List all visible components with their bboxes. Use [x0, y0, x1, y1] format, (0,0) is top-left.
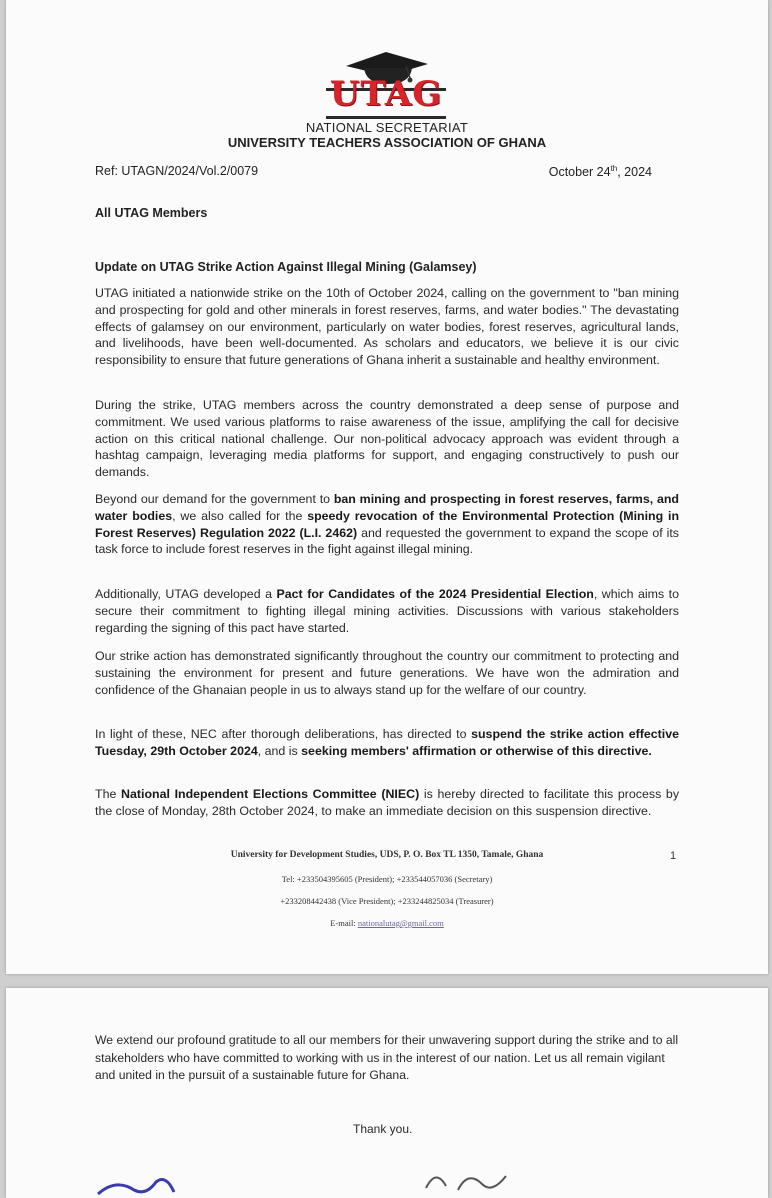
- paragraph-6: [95, 726, 679, 760]
- paragraph-gratitude: We extend our profound gratitude to all our members for their unwavering support during the strike and to all stakeholders who have committed to working with us in the interest of our nation. Let us all remain vigilant and united in the pursuit of a sustainable future for Ghana.: [95, 1033, 679, 1082]
- paragraph-3: [95, 491, 679, 558]
- letter-page-1: [6, 0, 768, 974]
- date-year: , 2024: [617, 165, 652, 180]
- letter-page-2: [6, 988, 768, 1198]
- p6-text-a: In light of these, NEC after thorough deliberations, has directed to: [95, 727, 472, 741]
- paragraph-4: [95, 586, 679, 636]
- p4-bold-pact: Pact for Candidates of the 2024 Presidential Election: [276, 587, 594, 601]
- closing-thanks: Thank you.: [353, 1122, 413, 1136]
- signature-scribble: [6, 1164, 768, 1198]
- subject-line: Update on UTAG Strike Action Against Illegal Mining (Galamsey): [95, 260, 477, 274]
- p7-text-a: The: [95, 787, 122, 801]
- p6-bold-affirmation: seeking members' affirmation or otherwise of this directive.: [301, 743, 652, 758]
- reference-number: Ref: UTAGN/2024/Vol.2/0079: [95, 164, 259, 178]
- footer-address: University for Development Studies, UDS, P. O. Box TL 1350, Tamale, Ghana: [230, 850, 544, 860]
- p7-text-c: is hereby directed to facilitate this process by the close of Monday, 28th October 2024, to make an immediate decision on this suspension directive.: [95, 787, 680, 818]
- p4-text-a: Additionally, UTAG developed a: [95, 587, 277, 601]
- p7-bold-niec: National Independent Elections Committee (NIEC): [121, 787, 420, 801]
- logo-text: UTAG: [329, 74, 443, 114]
- p3-bold-demand: ban mining and prospecting in forest reserves, farms, and water bodies: [95, 492, 679, 523]
- p6-text-c: , and is: [257, 743, 302, 758]
- email-link[interactable]: nationalutag@gmail.com: [357, 918, 444, 928]
- utag-logo: [306, 44, 466, 124]
- footer-email: [6, 918, 768, 928]
- paragraph-1: UTAG initiated a nationwide strike on the 10th of October 2024, calling on the government to "ban mining and prospecting for gold and other minerals in forest reserves, farms, and water bodies." The devastating effects of galamsey on our environment, particularly on water bodies, forest reserves, agricultural lands, and livelihoods, have been well-documented. As scholars and educators, we believe it is our civic responsibility to ensure that future generations of Ghana inherit a sustainable and healthy environment.: [95, 286, 679, 368]
- p3-text-c: , we also called for the: [172, 508, 308, 523]
- email-label: E-mail:: [330, 918, 358, 928]
- date-main: October 24: [548, 165, 611, 180]
- addressee: All UTAG Members: [95, 206, 208, 220]
- p3-text-e: and requested the government to expand the scope of its task force to include forest reserves in the fight against illegal mining.: [95, 525, 679, 557]
- association-name: UNIVERSITY TEACHERS ASSOCIATION OF GHANA: [227, 135, 547, 150]
- letter-date: [549, 164, 652, 179]
- paragraph-5: Our strike action has demonstrated significantly throughout the country our commitment to protecting and sustaining the environment for present and future generations. We have won the admiration and confidence of the Ghanaian people in us to always stand up for the welfare of our country.: [95, 649, 679, 697]
- footer-telephone-1: Tel: +233504395605 (President); +233544057036 (Secretary): [281, 874, 493, 884]
- p6-bold-suspend: suspend the strike action effective Tuesday, 29th October 2024: [95, 727, 679, 758]
- footer-telephone-2: +233208442438 (Vice President); +233244825034 (Treasurer): [280, 896, 494, 906]
- date-suffix: th: [610, 164, 618, 173]
- p3-bold-revocation: speedy revocation of the Environmental Protection (Mining in Forest Reserves) Regulation 2022 (L.I. 2462): [95, 508, 680, 540]
- national-secretariat: NATIONAL SECRETARIAT: [305, 120, 469, 135]
- paragraph-7: [95, 786, 679, 820]
- p4-text-c: , which aims to secure their commitment to fighting illegal mining activities. Discussions with various stakeholders regarding the signing of this pact have started.: [95, 587, 679, 635]
- p3-text-a: Beyond our demand for the government to: [95, 492, 334, 506]
- page-number: 1: [670, 850, 677, 862]
- paragraph-2: During the strike, UTAG members across the country demonstrated a deep sense of purpose and commitment. We used various platforms to raise awareness of the issue, amplifying the call for decisive action on this critical national challenge. Our non-political advocacy approach was evident through a hashtag campaign, leveraging media platforms for support, and engaging constructively to push our demands.: [95, 398, 679, 480]
